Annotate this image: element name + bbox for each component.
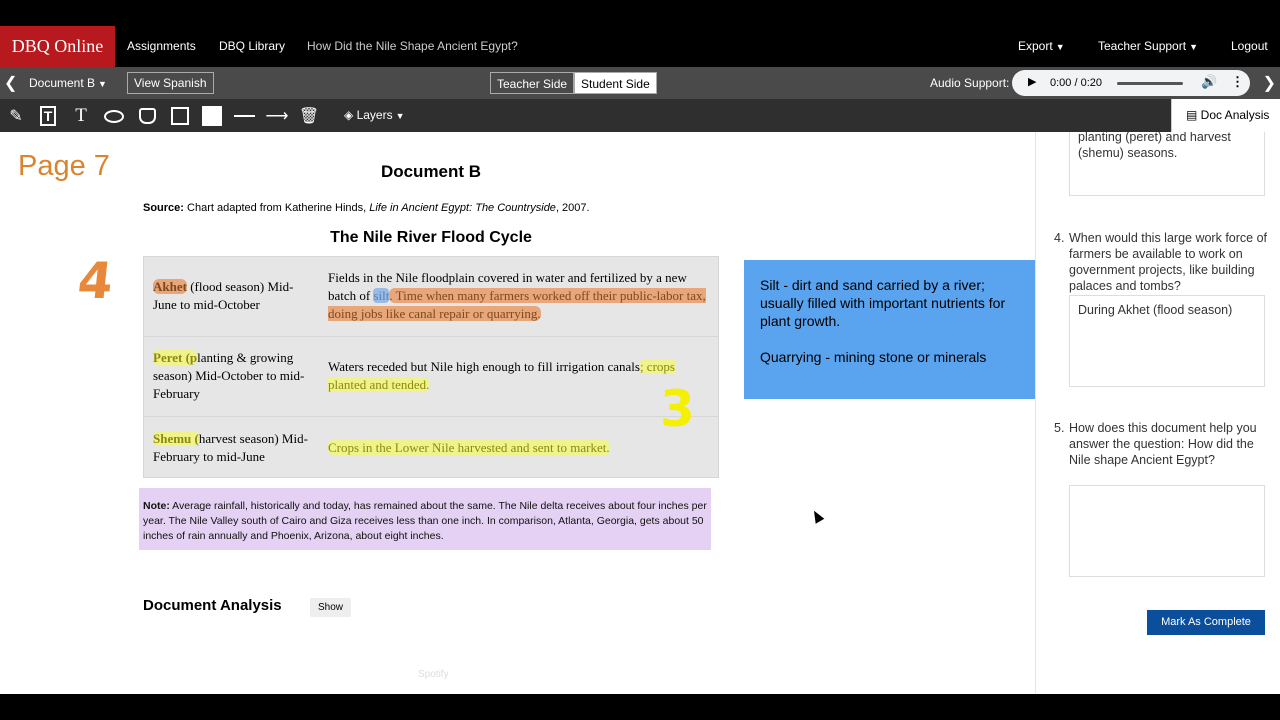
fill-color-icon[interactable]: [201, 105, 223, 127]
season-cell: [153, 430, 313, 466]
side-toggle: [490, 72, 657, 94]
description-plain: Fields in the Nile floodplain covered in water and fertilized by a new batch of: [328, 270, 687, 303]
caret-down-icon: ▼: [98, 79, 107, 89]
page-label: Page 7: [18, 150, 110, 182]
bucket-icon[interactable]: [136, 105, 158, 127]
question-text: How does this document help you answer the question: How did the Nile shape Ancient Egypt?: [1069, 421, 1257, 467]
description-cell: [328, 439, 713, 457]
handwritten-three: 3: [660, 380, 695, 438]
season-name: Peret (p: [153, 350, 198, 365]
line-icon[interactable]: [233, 105, 255, 127]
handwritten-four: 4: [74, 252, 116, 310]
doc-analysis-tab[interactable]: [1171, 99, 1280, 132]
source-book: Life in Ancient Egypt: The Countryside: [369, 202, 556, 214]
export-menu[interactable]: [1018, 26, 1065, 68]
page-question-title: How Did the Nile Shape Ancient Egypt?: [307, 39, 518, 53]
table-row: [144, 337, 718, 417]
audio-support-label: Audio Support:: [930, 76, 1010, 90]
document-title: Document B: [380, 162, 482, 181]
document-select-label: Document B: [29, 76, 96, 90]
brand-logo[interactable]: DBQ Online: [0, 26, 115, 67]
drawing-toolbar: [0, 99, 1171, 132]
description-highlight: Crops in the Lower Nile harvested and sent to market.: [328, 440, 610, 455]
note-text: Average rainfall, historically and today, has remained about the same. The Nile delta receives about four inches per year. The Nile Valley south of Cairo and Giza receives less than one inch. In comparison, Atlanta, Georgia, gets about 50 inches of rain annually and Phoenix, Arizona, about eight inches.: [143, 500, 707, 542]
show-button[interactable]: Show: [310, 598, 351, 617]
chart-title: The Nile River Flood Cycle: [330, 229, 532, 246]
answer-field-5[interactable]: [1069, 485, 1265, 577]
season-dates: lanting & growing season) Mid-October to mid-February: [153, 350, 305, 401]
question-4: [1054, 230, 1269, 294]
top-navigation: [0, 26, 1280, 67]
season-dates: harvest season) Mid-February to mid-June: [153, 431, 308, 464]
export-label: Export: [1018, 39, 1053, 53]
season-dates: (flood season) Mid-June to mid-October: [153, 279, 294, 312]
question-number: 4.: [1054, 231, 1065, 245]
table-row: [144, 417, 718, 477]
season-name: Akhet: [153, 279, 187, 294]
layers-menu[interactable]: [344, 108, 405, 122]
ellipse-icon[interactable]: [103, 105, 125, 127]
note-label: Note:: [143, 500, 170, 512]
rainfall-note: [139, 488, 711, 550]
description-highlight: . Time when many farmers worked off their public-labor tax, doing jobs like canal repair or quarrying.: [328, 288, 706, 321]
caret-down-icon: ▼: [395, 111, 405, 121]
layers-label: Layers: [356, 108, 393, 122]
table-row: [144, 257, 718, 337]
text-icon[interactable]: T: [75, 105, 87, 126]
audio-progress-slider[interactable]: [1117, 82, 1183, 85]
description-cell: [328, 269, 713, 323]
flood-cycle-table: [143, 256, 719, 478]
document-page: [0, 132, 1035, 694]
definition-silt: Silt - dirt and sand carried by a river; usually filled with important nutrients for plant growth.: [760, 277, 1006, 329]
source-label: Source:: [143, 202, 184, 214]
rectangle-icon[interactable]: [169, 105, 191, 127]
answer-field-prev[interactable]: planting (peret) and harvest (shemu) seasons.: [1069, 132, 1265, 196]
description-silt: silt: [373, 288, 390, 303]
play-icon[interactable]: ▶: [1028, 76, 1037, 88]
caret-down-icon: ▼: [1189, 42, 1198, 52]
source-year: , 2007.: [555, 202, 590, 214]
caret-down-icon: ▼: [1055, 42, 1065, 52]
source-citation: [143, 202, 590, 214]
doc-analysis-pane: [1035, 132, 1280, 694]
question-5: [1054, 420, 1269, 468]
season-cell: [153, 278, 313, 314]
audio-time: 0:00 / 0:20: [1050, 77, 1102, 89]
next-document-icon[interactable]: ❯: [1262, 75, 1276, 92]
definition-quarrying: Quarrying - mining stone or minerals: [760, 349, 987, 365]
description-cell: [328, 358, 713, 394]
document-select[interactable]: [29, 76, 107, 90]
arrow-icon[interactable]: ⟶: [265, 108, 289, 125]
description-plain: Waters receded but Nile high enough to fill irrigation canals: [328, 359, 640, 374]
source-text: Chart adapted from Katherine Hinds,: [183, 202, 370, 214]
teacher-support-menu[interactable]: [1098, 26, 1198, 68]
pencil-icon[interactable]: ✎: [9, 108, 23, 125]
view-spanish-button[interactable]: View Spanish: [127, 72, 214, 94]
teacher-support-label: Teacher Support: [1098, 39, 1187, 53]
student-side-button[interactable]: Student Side: [574, 72, 657, 94]
answer-field-4[interactable]: During Akhet (flood season): [1069, 295, 1265, 387]
logout-link[interactable]: Logout: [1231, 39, 1268, 53]
text-box-icon[interactable]: T: [37, 105, 59, 127]
document-analysis-heading: Document Analysis: [143, 597, 282, 614]
nav-dbq-library[interactable]: DBQ Library: [219, 39, 286, 53]
teacher-side-button[interactable]: Teacher Side: [490, 72, 574, 94]
document-bar: [0, 67, 1280, 99]
season-name: Shemu (: [153, 431, 199, 446]
nav-assignments[interactable]: Assignments: [127, 39, 196, 53]
volume-icon[interactable]: 🔊: [1201, 74, 1218, 89]
question-number: 5.: [1054, 421, 1065, 435]
bottom-letterbox: [0, 694, 1280, 720]
mark-as-complete-button[interactable]: Mark As Complete: [1147, 610, 1265, 635]
audio-player: [1012, 70, 1250, 96]
doc-analysis-tab-label: Doc Analysis: [1200, 108, 1270, 122]
document-icon: ▤: [1186, 108, 1201, 122]
trash-icon[interactable]: 🗑: [298, 108, 320, 125]
previous-document-icon[interactable]: ❮: [4, 75, 18, 92]
description-highlight: ; crops planted and tended.: [328, 359, 675, 392]
layers-icon: ◈: [344, 108, 357, 122]
more-options-icon[interactable]: ⋮: [1231, 74, 1244, 89]
definitions-box[interactable]: [744, 260, 1035, 399]
question-text: When would this large work force of farmers be available to work on government projects, like building palaces and tombs?: [1069, 231, 1268, 293]
spotify-watermark: Spotify: [418, 669, 449, 680]
season-cell: [153, 349, 313, 403]
